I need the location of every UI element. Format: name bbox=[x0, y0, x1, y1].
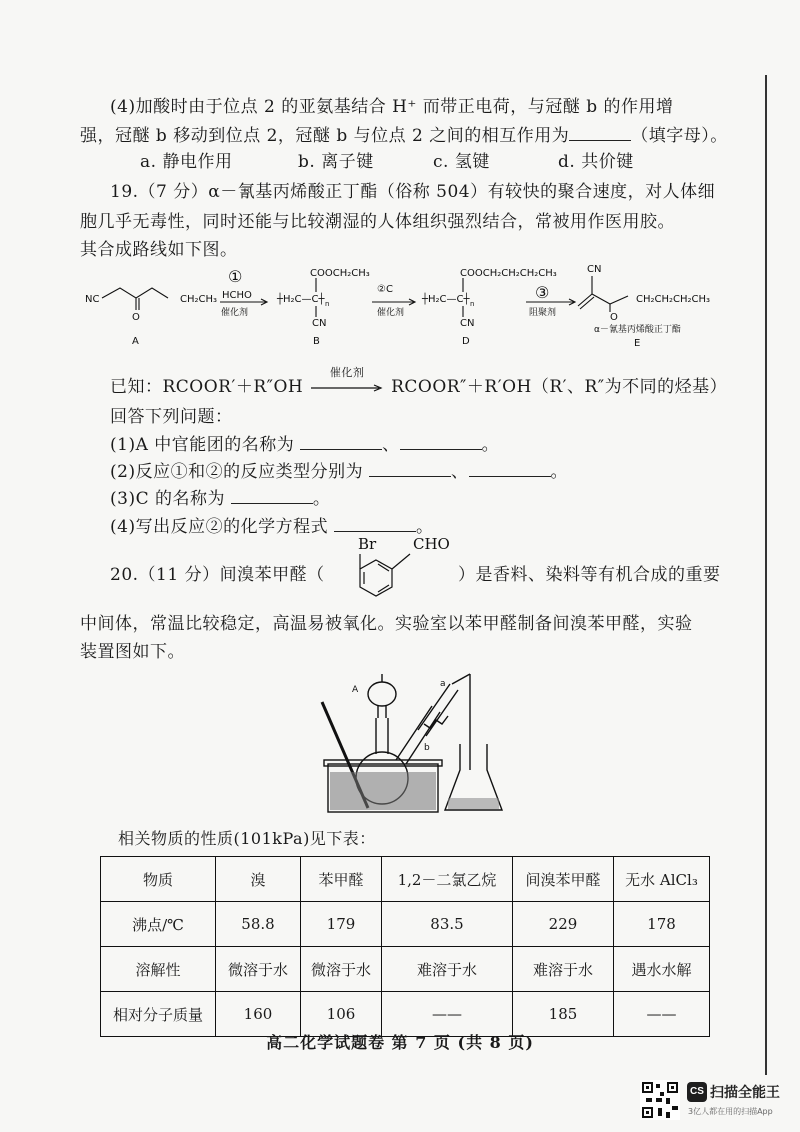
b-ester: COOCH₂CH₃ bbox=[310, 268, 370, 279]
step2-label: ②C bbox=[377, 284, 393, 295]
answer-blank[interactable] bbox=[231, 489, 313, 504]
label-b-outlet: b bbox=[424, 743, 430, 753]
q19-sub2 bbox=[110, 457, 568, 482]
a-skeleton bbox=[102, 288, 168, 298]
answer-blank[interactable] bbox=[569, 126, 631, 141]
b-chain: ┼H₂C—C┼ bbox=[277, 294, 325, 305]
q19-sub2-sep: 、 bbox=[451, 462, 469, 482]
table-cell: 106 bbox=[301, 992, 382, 1037]
answer-blank[interactable] bbox=[400, 435, 482, 450]
mol-br: Br bbox=[358, 535, 377, 553]
table-row bbox=[101, 902, 710, 947]
b-cn: CN bbox=[312, 318, 327, 329]
camscanner-watermark bbox=[640, 1080, 790, 1120]
bath-rim bbox=[324, 760, 442, 766]
answer-heading: 回答下列问题： bbox=[110, 407, 233, 427]
d-chain: ┼H₂C—C┼ bbox=[422, 294, 470, 305]
header-cell: 溴 bbox=[216, 857, 301, 902]
header-cell: 间溴苯甲醛 bbox=[513, 857, 614, 902]
table-cell: 229 bbox=[513, 902, 614, 947]
table-cell: 难溶于水 bbox=[513, 947, 614, 992]
condenser bbox=[418, 684, 458, 736]
q18-4-line2-text: 强，冠醚 b 移动到位点 2，冠醚 b 与位点 2 之间的相互作用为 bbox=[80, 126, 570, 146]
q19-sub2-end: 。 bbox=[550, 462, 568, 482]
q18-4-line2-end: （填字母）。 bbox=[631, 126, 728, 146]
q19-sub1-sep: 、 bbox=[382, 435, 400, 455]
qr-code-icon bbox=[640, 1080, 680, 1120]
known-arrow-svg bbox=[309, 383, 385, 393]
e-ester-chain bbox=[592, 294, 628, 304]
table-cell: 160 bbox=[216, 992, 301, 1037]
known-catalyst: 催化剂 bbox=[329, 365, 365, 379]
q20-line2: 中间体，常温比较稳定，高温易被氧化。实验室以苯甲醛制备间溴苯甲醛，实验 bbox=[80, 614, 693, 634]
d-n: n bbox=[470, 300, 475, 308]
q19-sub2-text: (2)反应①和②的反应类型分别为 bbox=[110, 462, 364, 482]
mol-cho: CHO bbox=[413, 535, 450, 553]
q20-line3: 装置图如下。 bbox=[80, 642, 185, 662]
q19-sub3-end: 。 bbox=[312, 489, 331, 509]
option-b: b. 离子键 bbox=[298, 152, 374, 172]
table-cell: 微溶于水 bbox=[301, 947, 382, 992]
q19-sub1-text: (1)A 中官能团的名称为 bbox=[110, 435, 295, 455]
option-c: c. 氢键 bbox=[433, 152, 490, 172]
answer-blank[interactable] bbox=[300, 435, 382, 450]
ring-double-bond bbox=[378, 564, 389, 571]
step1-label: ① bbox=[228, 267, 243, 286]
page-footer: 高二化学试题卷 第 7 页 (共 8 页) bbox=[266, 1033, 534, 1052]
table-cell: 83.5 bbox=[382, 902, 513, 947]
cs-slogan: 3亿人都在用的扫描App bbox=[688, 1107, 773, 1116]
label-b: B bbox=[313, 336, 320, 347]
b-n: n bbox=[325, 300, 330, 308]
q18-4-line1: (4)加酸时由于位点 2 的亚氨基结合 H⁺ 而带正电荷，与冠醚 b 的作用增 bbox=[110, 97, 674, 117]
cs-logo-icon: CS bbox=[687, 1082, 707, 1102]
label-d: D bbox=[462, 336, 470, 347]
apparatus-diagram bbox=[300, 660, 520, 820]
answer-blank[interactable] bbox=[369, 462, 451, 477]
dropping-funnel bbox=[368, 682, 396, 706]
d-cn: CN bbox=[460, 318, 475, 329]
page-margin-rule bbox=[765, 75, 767, 1075]
e-carbonyl-o: O bbox=[610, 312, 618, 323]
label-A: A bbox=[352, 685, 359, 695]
q19-intro-line2: 胞几乎无毒性，同时还能与比较潮湿的人体组织强烈结合，常被用作医用胶。 bbox=[80, 212, 675, 232]
m-bromobenzaldehyde-structure bbox=[338, 532, 458, 600]
q19-intro-line1: 19.（7 分）α－氰基丙烯酸正丁酯（俗称 504）有较快的聚合速度，对人体细 bbox=[110, 182, 716, 202]
ring-double-bond bbox=[378, 585, 389, 592]
q20-tail: ）是香料、染料等有机合成的重要 bbox=[458, 565, 721, 585]
e-cn: CN bbox=[587, 264, 602, 275]
table-cell: 溶解性 bbox=[101, 947, 216, 992]
cho-bond bbox=[392, 554, 410, 569]
q19-sub3 bbox=[110, 484, 330, 509]
q19-intro-line3: 其合成路线如下图。 bbox=[80, 240, 238, 260]
table-cell: —— bbox=[614, 992, 710, 1037]
d-ester: COOCH₂CH₂CH₂CH₃ bbox=[460, 268, 557, 279]
q19-sub1-end: 。 bbox=[481, 435, 500, 455]
table-cell: 遇水水解 bbox=[614, 947, 710, 992]
a-ethyl: CH₂CH₃ bbox=[180, 294, 218, 305]
q19-sub4-text: (4)写出反应②的化学方程式 bbox=[110, 517, 329, 537]
e-butyl: CH₂CH₂CH₂CH₃ bbox=[636, 294, 711, 305]
header-cell: 苯甲醛 bbox=[301, 857, 382, 902]
q19-sub1 bbox=[110, 430, 499, 455]
label-e: E bbox=[634, 338, 641, 349]
step1-catalyst: 催化剂 bbox=[221, 308, 249, 318]
table-cell: 难溶于水 bbox=[382, 947, 513, 992]
properties-table bbox=[100, 856, 710, 1037]
answer-blank[interactable] bbox=[469, 462, 551, 477]
answer-blank[interactable] bbox=[334, 517, 416, 532]
table-cell: 179 bbox=[301, 902, 382, 947]
known-right: RCOOR″＋R′OH（R′、R″为不同的烃基） bbox=[391, 377, 728, 397]
a-carbonyl-o: O bbox=[132, 312, 140, 323]
table-cell: 相对分子质量 bbox=[101, 992, 216, 1037]
flask-liquid bbox=[448, 798, 499, 809]
step3-inhibitor: 阻聚剂 bbox=[529, 308, 557, 318]
bath-water bbox=[330, 772, 436, 810]
step2-catalyst: 催化剂 bbox=[377, 308, 405, 318]
q19-sub3-text: (3)C 的名称为 bbox=[110, 489, 225, 509]
table-cell: 178 bbox=[614, 902, 710, 947]
table-header-row bbox=[101, 857, 710, 902]
step3-label: ③ bbox=[535, 283, 550, 302]
table-row bbox=[101, 947, 710, 992]
q18-4-options bbox=[140, 147, 634, 172]
known-reaction bbox=[110, 365, 728, 398]
synthesis-scheme bbox=[80, 262, 740, 354]
q20-lead: 20.（11 分）间溴苯甲醛（ bbox=[110, 565, 325, 585]
table-cell: 沸点/℃ bbox=[101, 902, 216, 947]
table-cell: 58.8 bbox=[216, 902, 301, 947]
outlet-tube bbox=[452, 674, 470, 684]
benzene-ring bbox=[360, 560, 392, 596]
label-a: A bbox=[132, 336, 139, 347]
cs-brand: 扫描全能王 bbox=[710, 1085, 780, 1101]
header-cell: 无水 AlCl₃ bbox=[614, 857, 710, 902]
a-nc: NC bbox=[85, 294, 100, 305]
header-cell: 物质 bbox=[101, 857, 216, 902]
label-a-inlet: a bbox=[440, 679, 446, 689]
table-cell: —— bbox=[382, 992, 513, 1037]
known-arrow bbox=[309, 365, 385, 398]
option-d: d. 共价键 bbox=[558, 152, 634, 172]
table-caption: 相关物质的性质(101kPa)见下表： bbox=[118, 829, 376, 848]
known-left: 已知：RCOOR′＋R″OH bbox=[110, 377, 304, 397]
table-cell: 185 bbox=[513, 992, 614, 1037]
header-cell: 1,2－二氯乙烷 bbox=[382, 857, 513, 902]
option-a: a. 静电作用 bbox=[140, 152, 233, 172]
table-cell: 微溶于水 bbox=[216, 947, 301, 992]
e-name: α－氰基丙烯酸正丁酯 bbox=[594, 325, 681, 335]
step1-reagent: HCHO bbox=[222, 290, 252, 301]
q18-4-line2 bbox=[80, 121, 728, 146]
q19-sub4-end: 。 bbox=[416, 517, 434, 537]
